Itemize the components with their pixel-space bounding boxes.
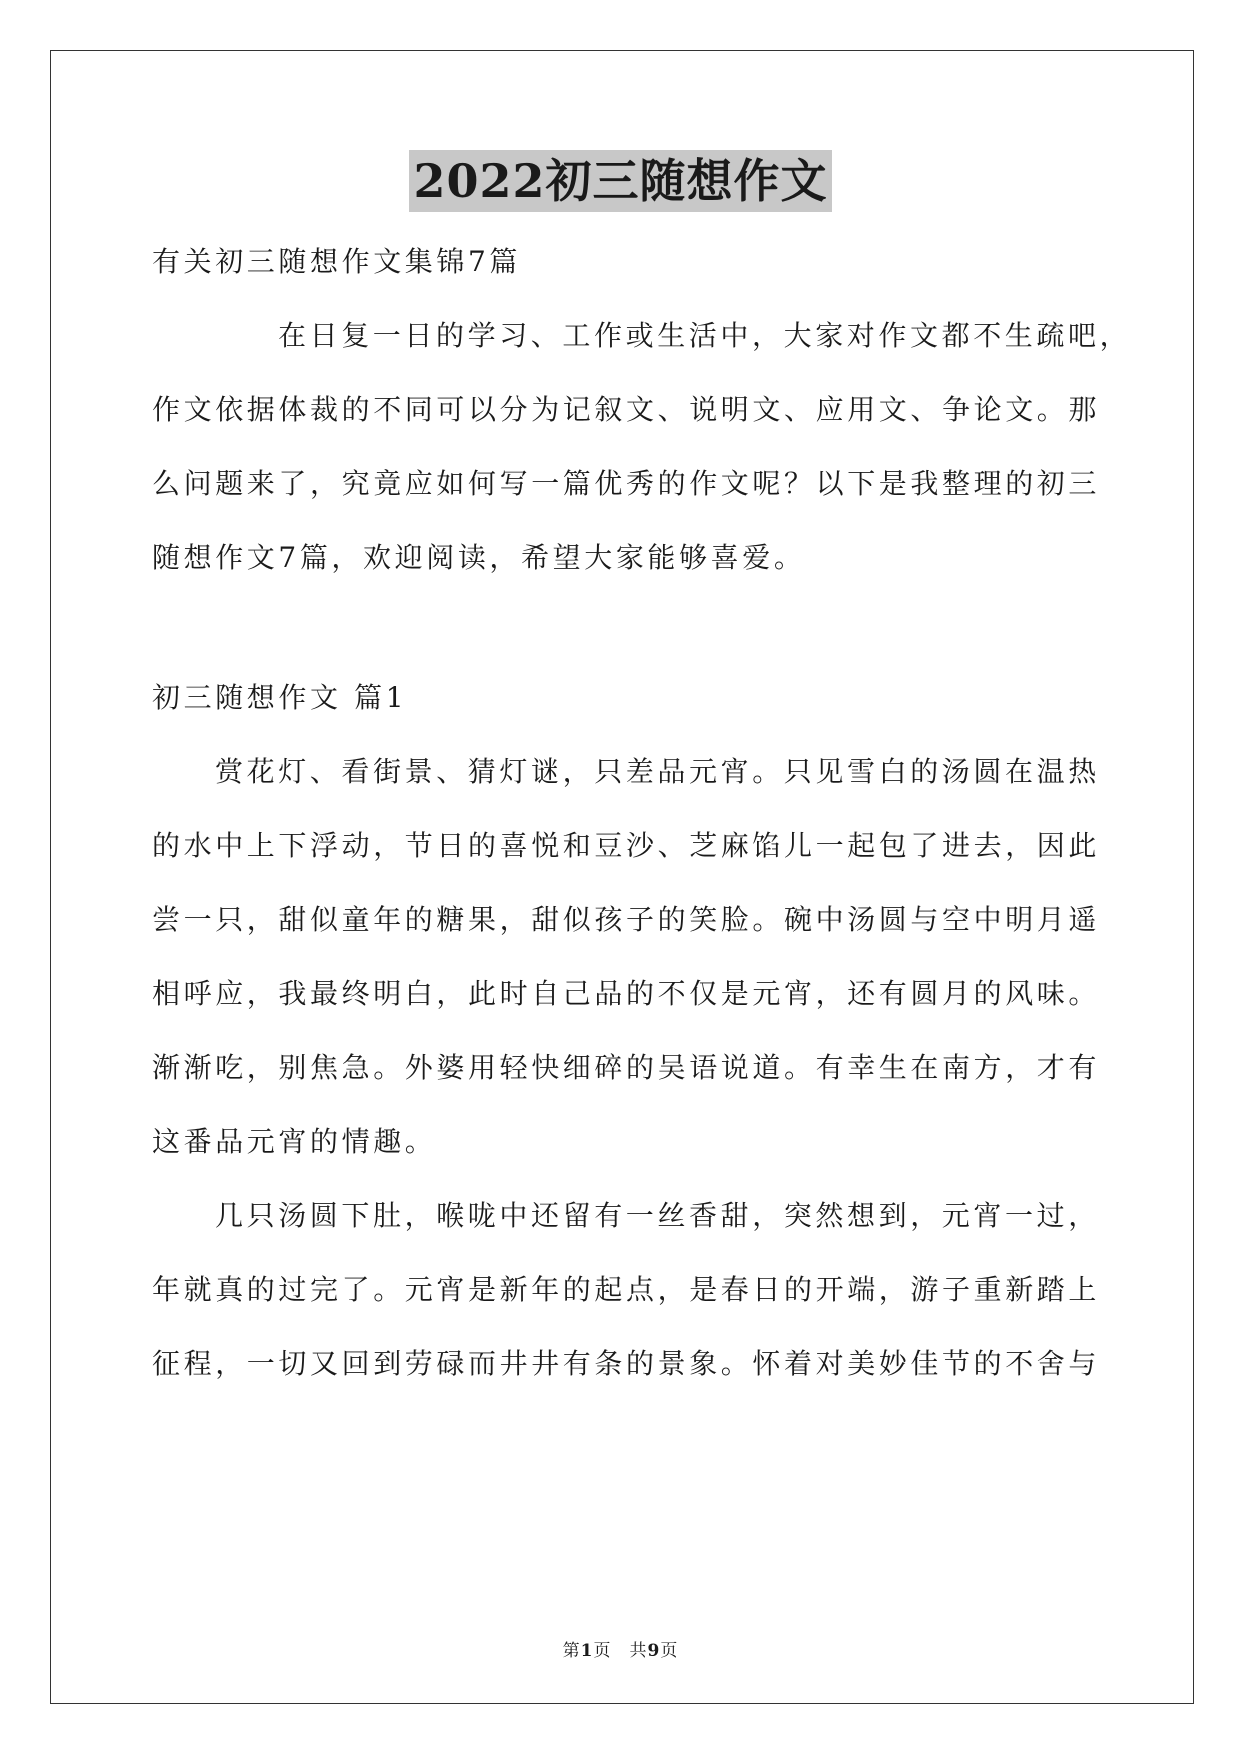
paragraph-line: 相呼应，我最终明白，此时自己品的不仅是元宵，还有圆月的风味。 xyxy=(152,977,1101,1010)
intro-line: 么问题来了，究竟应如何写一篇优秀的作文呢？以下是我整理的初三 xyxy=(152,467,1101,500)
paragraph-line: 尝一只，甜似童年的糖果，甜似孩子的笑脸。碗中汤圆与空中明月遥 xyxy=(152,903,1101,936)
page-footer xyxy=(0,1636,1241,1661)
paragraph-line: 渐渐吃，别焦急。外婆用轻快细碎的吴语说道。有幸生在南方，才有 xyxy=(152,1051,1101,1084)
page-label-mid: 页 共 xyxy=(593,1641,648,1661)
paragraph-line: 征程，一切又回到劳碌而井井有条的景象。怀着对美妙佳节的不舍与 xyxy=(152,1347,1101,1380)
current-page-number: 1 xyxy=(580,1641,594,1661)
paragraph-line: 几只汤圆下肚，喉咙中还留有一丝香甜，突然想到，元宵一过， xyxy=(215,1199,1100,1232)
intro-line: 作文依据体裁的不同可以分为记叙文、说明文、应用文、争论文。那 xyxy=(152,393,1101,426)
paragraph-line: 赏花灯、看街景、猜灯谜，只差品元宵。只见雪白的汤圆在温热 xyxy=(215,755,1100,788)
section-heading: 初三随想作文 篇1 xyxy=(152,681,408,714)
total-page-number: 9 xyxy=(647,1641,661,1661)
document-title: 2022初三随想作文 xyxy=(409,150,831,212)
paragraph-line: 的水中上下浮动，节日的喜悦和豆沙、芝麻馅儿一起包了进去，因此 xyxy=(152,829,1101,862)
page-label-suffix: 页 xyxy=(660,1641,679,1661)
document-subtitle: 有关初三随想作文集锦7篇 xyxy=(152,245,522,278)
title-container xyxy=(0,150,1241,212)
intro-line: 随想作文7篇，欢迎阅读，希望大家能够喜爱。 xyxy=(152,541,806,574)
page-border xyxy=(50,50,1194,1704)
intro-line: 在日复一日的学习、工作或生活中，大家对作文都不生疏吧， xyxy=(278,319,1132,352)
page-label-prefix: 第 xyxy=(562,1641,581,1661)
paragraph-line: 年就真的过完了。元宵是新年的起点，是春日的开端，游子重新踏上 xyxy=(152,1273,1101,1306)
paragraph-line: 这番品元宵的情趣。 xyxy=(152,1125,437,1158)
